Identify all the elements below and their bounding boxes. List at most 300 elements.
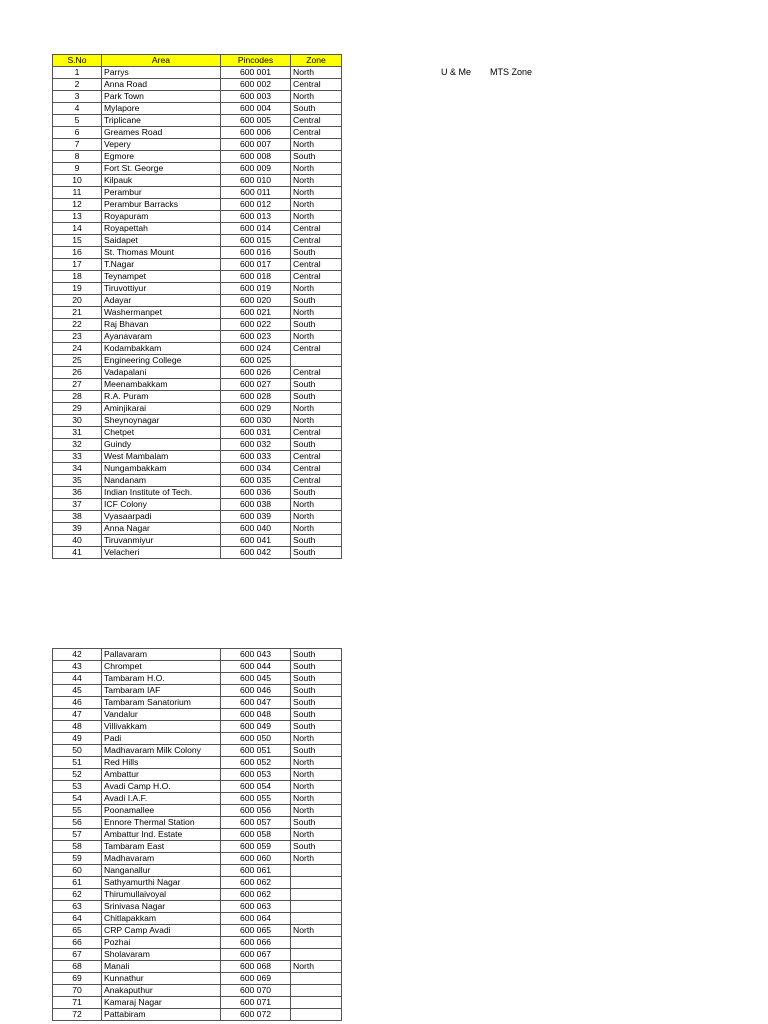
cell-sno: 26 [53,367,102,379]
cell-sno: 50 [53,745,102,757]
cell-sno: 18 [53,271,102,283]
note-mts-zone: MTS Zone [490,67,533,77]
cell-zone: South [291,817,342,829]
cell-zone: North [291,769,342,781]
table-row [53,115,342,127]
cell-sno: 43 [53,661,102,673]
cell-pincode: 600 023 [221,331,291,343]
cell-area: Sathyamurthi Nagar [102,877,221,889]
table-row [53,949,342,961]
cell-area: Vepery [102,139,221,151]
cell-zone: South [291,487,342,499]
cell-pincode: 600 027 [221,379,291,391]
cell-zone: South [291,547,342,559]
cell-sno: 70 [53,985,102,997]
table-row [53,391,342,403]
cell-sno: 71 [53,997,102,1009]
header-row [53,55,342,67]
cell-zone: South [291,661,342,673]
cell-zone [291,901,342,913]
cell-area: T.Nagar [102,259,221,271]
cell-area: CRP Camp Avadi [102,925,221,937]
cell-sno: 12 [53,199,102,211]
cell-zone: South [291,721,342,733]
cell-area: Egmore [102,151,221,163]
cell-pincode: 600 064 [221,913,291,925]
cell-pincode: 600 072 [221,1009,291,1021]
cell-zone: Central [291,259,342,271]
cell-area: Pattabiram [102,1009,221,1021]
table-row [53,547,342,559]
cell-area: Kodambakkam [102,343,221,355]
table-row [53,877,342,889]
cell-area: Avadi Camp H.O. [102,781,221,793]
table-row [53,319,342,331]
cell-area: Villivakkam [102,721,221,733]
cell-sno: 61 [53,877,102,889]
cell-pincode: 600 036 [221,487,291,499]
cell-pincode: 600 056 [221,805,291,817]
header-pincodes: Pincodes [221,55,291,67]
cell-pincode: 600 026 [221,367,291,379]
header-sno: S.No [53,55,102,67]
table-row [53,403,342,415]
header-area: Area [102,55,221,67]
cell-sno: 65 [53,925,102,937]
cell-zone: North [291,925,342,937]
cell-sno: 3 [53,91,102,103]
cell-pincode: 600 031 [221,427,291,439]
cell-sno: 44 [53,673,102,685]
cell-sno: 46 [53,697,102,709]
cell-sno: 62 [53,889,102,901]
cell-area: Fort St. George [102,163,221,175]
cell-pincode: 600 062 [221,889,291,901]
cell-pincode: 600 001 [221,67,291,79]
cell-pincode: 600 009 [221,163,291,175]
table-row [53,841,342,853]
cell-sno: 1 [53,67,102,79]
table-row [53,1009,342,1021]
cell-zone: North [291,175,342,187]
cell-sno: 57 [53,829,102,841]
table-row [53,343,342,355]
cell-sno: 29 [53,403,102,415]
table-row [53,853,342,865]
cell-zone: South [291,673,342,685]
cell-pincode: 600 055 [221,793,291,805]
table-row [53,151,342,163]
table-row [53,913,342,925]
cell-zone: South [291,151,342,163]
cell-area: Engineering College [102,355,221,367]
cell-pincode: 600 070 [221,985,291,997]
cell-area: Triplicane [102,115,221,127]
cell-area: Pozhai [102,937,221,949]
cell-zone: North [291,283,342,295]
table-row [53,247,342,259]
cell-area: Sholavaram [102,949,221,961]
cell-pincode: 600 069 [221,973,291,985]
table-row [53,865,342,877]
cell-pincode: 600 059 [221,841,291,853]
cell-zone: North [291,403,342,415]
table-row [53,733,342,745]
cell-sno: 21 [53,307,102,319]
cell-area: Ambattur [102,769,221,781]
cell-area: Vyasaarpadi [102,511,221,523]
cell-zone: Central [291,427,342,439]
cell-area: Aminjikarai [102,403,221,415]
cell-zone: North [291,67,342,79]
cell-area: Tambaram H.O. [102,673,221,685]
cell-pincode: 600 046 [221,685,291,697]
cell-pincode: 600 003 [221,91,291,103]
cell-area: Vandalur [102,709,221,721]
cell-pincode: 600 040 [221,523,291,535]
cell-pincode: 600 053 [221,769,291,781]
cell-area: Thirumullaivoyal [102,889,221,901]
table-row [53,745,342,757]
table-row [53,271,342,283]
cell-area: Greames Road [102,127,221,139]
cell-sno: 56 [53,817,102,829]
cell-zone: Central [291,79,342,91]
cell-pincode: 600 004 [221,103,291,115]
cell-sno: 63 [53,901,102,913]
cell-sno: 48 [53,721,102,733]
cell-pincode: 600 054 [221,781,291,793]
cell-pincode: 600 024 [221,343,291,355]
cell-sno: 52 [53,769,102,781]
table-row [53,307,342,319]
cell-pincode: 600 029 [221,403,291,415]
cell-area: Tambaram IAF [102,685,221,697]
cell-area: Chrompet [102,661,221,673]
cell-area: Velacheri [102,547,221,559]
cell-zone: North [291,781,342,793]
table-row [53,535,342,547]
table-row [53,367,342,379]
cell-sno: 34 [53,463,102,475]
cell-zone: Central [291,451,342,463]
cell-zone [291,1009,342,1021]
cell-pincode: 600 043 [221,649,291,661]
pincode-table-2 [52,648,342,1021]
cell-zone: South [291,535,342,547]
table-row [53,103,342,115]
cell-zone [291,973,342,985]
table-row [53,223,342,235]
cell-sno: 24 [53,343,102,355]
cell-sno: 31 [53,427,102,439]
table-row [53,259,342,271]
cell-area: Padi [102,733,221,745]
cell-zone: South [291,649,342,661]
table-row [53,793,342,805]
table-row [53,685,342,697]
pincode-table-1 [52,54,342,559]
table-body [53,67,342,559]
table-row [53,163,342,175]
cell-pincode: 600 012 [221,199,291,211]
cell-area: Anakaputhur [102,985,221,997]
cell-sno: 33 [53,451,102,463]
table-row [53,937,342,949]
table-row [53,829,342,841]
cell-sno: 30 [53,415,102,427]
cell-area: St. Thomas Mount [102,247,221,259]
cell-pincode: 600 060 [221,853,291,865]
cell-area: Tambaram East [102,841,221,853]
table-row [53,961,342,973]
cell-sno: 10 [53,175,102,187]
cell-area: Kilpauk [102,175,221,187]
cell-pincode: 600 062 [221,877,291,889]
cell-pincode: 600 014 [221,223,291,235]
cell-area: Ambattur Ind. Estate [102,829,221,841]
cell-pincode: 600 005 [221,115,291,127]
cell-sno: 20 [53,295,102,307]
table-row [53,235,342,247]
cell-zone: North [291,187,342,199]
cell-pincode: 600 022 [221,319,291,331]
cell-pincode: 600 034 [221,463,291,475]
cell-zone: North [291,415,342,427]
cell-sno: 35 [53,475,102,487]
cell-pincode: 600 065 [221,925,291,937]
cell-pincode: 600 057 [221,817,291,829]
cell-zone: North [291,91,342,103]
cell-pincode: 600 048 [221,709,291,721]
table-row [53,661,342,673]
cell-pincode: 600 035 [221,475,291,487]
cell-sno: 17 [53,259,102,271]
cell-pincode: 600 044 [221,661,291,673]
cell-sno: 66 [53,937,102,949]
cell-pincode: 600 038 [221,499,291,511]
table-row [53,523,342,535]
cell-zone [291,355,342,367]
cell-sno: 15 [53,235,102,247]
cell-pincode: 600 049 [221,721,291,733]
cell-pincode: 600 068 [221,961,291,973]
cell-pincode: 600 019 [221,283,291,295]
table-row [53,901,342,913]
cell-area: Raj Bhavan [102,319,221,331]
cell-zone [291,985,342,997]
cell-area: Pallavaram [102,649,221,661]
table-row [53,889,342,901]
cell-area: Indian Institute of Tech. [102,487,221,499]
cell-pincode: 600 061 [221,865,291,877]
cell-zone: South [291,697,342,709]
cell-sno: 54 [53,793,102,805]
cell-pincode: 600 017 [221,259,291,271]
table-row [53,463,342,475]
cell-area: Madhavaram [102,853,221,865]
cell-sno: 69 [53,973,102,985]
cell-pincode: 600 052 [221,757,291,769]
cell-area: ICF Colony [102,499,221,511]
cell-sno: 58 [53,841,102,853]
cell-area: Anna Road [102,79,221,91]
header-zone: Zone [291,55,342,67]
cell-zone: North [291,499,342,511]
table-row [53,997,342,1009]
cell-zone: North [291,511,342,523]
cell-pincode: 600 050 [221,733,291,745]
cell-sno: 72 [53,1009,102,1021]
cell-area: Perambur Barracks [102,199,221,211]
cell-pincode: 600 039 [221,511,291,523]
cell-zone: South [291,841,342,853]
table-row [53,67,342,79]
cell-zone: North [291,829,342,841]
cell-zone: North [291,199,342,211]
cell-zone: South [291,439,342,451]
cell-sno: 39 [53,523,102,535]
table-row [53,427,342,439]
cell-sno: 60 [53,865,102,877]
cell-sno: 38 [53,511,102,523]
cell-area: R.A. Puram [102,391,221,403]
cell-pincode: 600 025 [221,355,291,367]
cell-zone: Central [291,271,342,283]
table-row [53,487,342,499]
cell-pincode: 600 071 [221,997,291,1009]
cell-sno: 49 [53,733,102,745]
cell-area: West Mambalam [102,451,221,463]
table-row [53,721,342,733]
cell-sno: 41 [53,547,102,559]
cell-area: Chetpet [102,427,221,439]
table-row [53,379,342,391]
cell-zone: North [291,523,342,535]
cell-sno: 8 [53,151,102,163]
cell-sno: 64 [53,913,102,925]
cell-zone [291,949,342,961]
table-row [53,757,342,769]
cell-zone: South [291,709,342,721]
cell-pincode: 600 020 [221,295,291,307]
table-row [53,511,342,523]
cell-pincode: 600 066 [221,937,291,949]
table-row [53,709,342,721]
cell-area: Kunnathur [102,973,221,985]
cell-pincode: 600 067 [221,949,291,961]
cell-sno: 47 [53,709,102,721]
table-row [53,199,342,211]
cell-pincode: 600 015 [221,235,291,247]
cell-sno: 37 [53,499,102,511]
table-row [53,187,342,199]
cell-pincode: 600 002 [221,79,291,91]
cell-area: Manali [102,961,221,973]
cell-sno: 68 [53,961,102,973]
cell-zone [291,865,342,877]
cell-pincode: 600 010 [221,175,291,187]
cell-pincode: 600 018 [221,271,291,283]
cell-zone: Central [291,475,342,487]
cell-sno: 51 [53,757,102,769]
cell-area: Anna Nagar [102,523,221,535]
cell-pincode: 600 006 [221,127,291,139]
cell-area: Avadi I.A.F. [102,793,221,805]
cell-zone: South [291,685,342,697]
table-row [53,673,342,685]
cell-sno: 53 [53,781,102,793]
cell-sno: 32 [53,439,102,451]
table-row [53,79,342,91]
cell-sno: 19 [53,283,102,295]
cell-pincode: 600 045 [221,673,291,685]
cell-zone: North [291,805,342,817]
cell-area: Royapuram [102,211,221,223]
cell-zone: North [291,139,342,151]
cell-zone: South [291,319,342,331]
cell-pincode: 600 030 [221,415,291,427]
cell-pincode: 600 016 [221,247,291,259]
cell-zone: North [291,211,342,223]
cell-sno: 14 [53,223,102,235]
table-row [53,817,342,829]
cell-zone: South [291,391,342,403]
cell-area: Adayar [102,295,221,307]
cell-zone: South [291,103,342,115]
cell-sno: 23 [53,331,102,343]
cell-zone: North [291,733,342,745]
table-row [53,973,342,985]
cell-zone [291,889,342,901]
cell-area: Meenambakkam [102,379,221,391]
cell-area: Sheynoynagar [102,415,221,427]
note-u-and-me: U & Me [441,67,472,77]
table-row [53,781,342,793]
table-row [53,175,342,187]
cell-zone: Central [291,223,342,235]
table-row [53,355,342,367]
cell-pincode: 600 032 [221,439,291,451]
cell-area: Royapettah [102,223,221,235]
cell-area: Perambur [102,187,221,199]
cell-sno: 9 [53,163,102,175]
cell-area: Srinivasa Nagar [102,901,221,913]
table-row [53,499,342,511]
cell-area: Guindy [102,439,221,451]
cell-area: Nanganallur [102,865,221,877]
table-row [53,415,342,427]
cell-pincode: 600 013 [221,211,291,223]
cell-pincode: 600 007 [221,139,291,151]
cell-sno: 7 [53,139,102,151]
cell-sno: 40 [53,535,102,547]
cell-pincode: 600 063 [221,901,291,913]
cell-area: Teynampet [102,271,221,283]
cell-area: Chitlapakkam [102,913,221,925]
cell-pincode: 600 051 [221,745,291,757]
cell-area: Saidapet [102,235,221,247]
table-row [53,475,342,487]
cell-pincode: 600 041 [221,535,291,547]
cell-sno: 4 [53,103,102,115]
cell-zone: Central [291,367,342,379]
cell-zone: North [291,331,342,343]
cell-area: Park Town [102,91,221,103]
cell-area: Nungambakkam [102,463,221,475]
cell-pincode: 600 021 [221,307,291,319]
cell-area: Vadapalani [102,367,221,379]
